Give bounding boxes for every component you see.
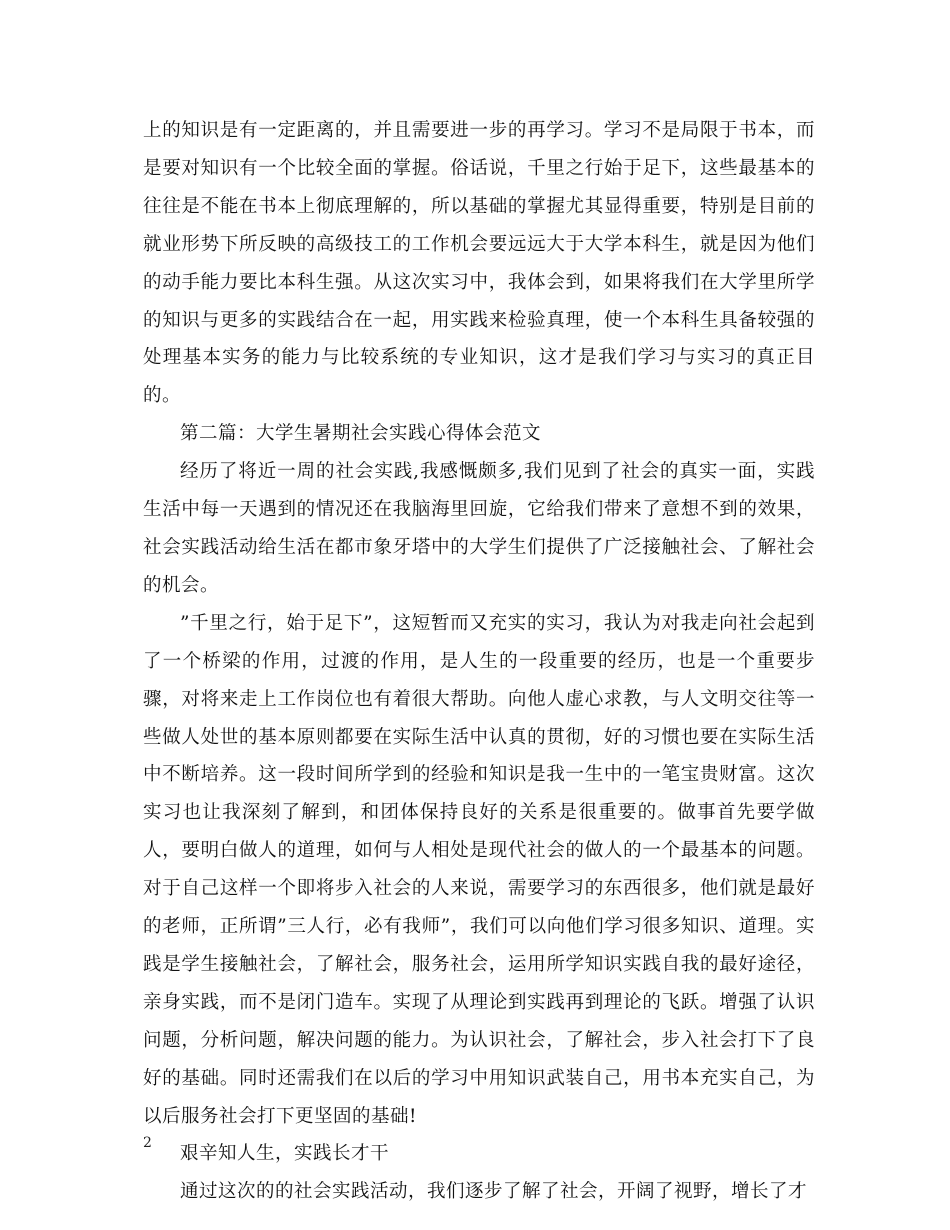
paragraph-2: 经历了将近一周的社会实践,我感慨颇多,我们见到了社会的真实一面，实践生活中每一天遇到的情况还在我脑海里回旋，它给我们带来了意想不到的效果，社会实践活动给生活在都市象牙塔中的大学生们提供了广泛接触社会、了解社会的机会。 [143,461,815,596]
paragraph-1: 上的知识是有一定距离的，并且需要进一步的再学习。学习不是局限于书本，而是要对知识有一个比较全面的掌握。俗话说，千里之行始于足下，这些最基本的往往是不能在书本上彻底理解的，所以基础的掌握尤其显得重要，特别是目前的就业形势下所反映的高级技工的工作机会要远远大于大学本科生，就是因为他们的动手能力要比本科生强。从这次实习中，我体会到，如果将我们在大学里所学的知识与更多的实践结合在一起，用实践来检验真理，使一个本科生具备较强的处理基本实务的能力与比较系统的专业知识，这才是我们学习与实习的真正目的。 [143,120,815,407]
subheading: 艰辛知人生，实践长才干 [180,1143,390,1165]
paragraph-4: 通过这次的的社会实践活动，我们逐步了解了社会，开阔了视野，增长了才 [180,1181,808,1203]
page-number: 2 [143,1135,152,1151]
section-heading-part-two: 第二篇：大学生暑期社会实践心得体会范文 [180,423,542,445]
document-body [143,112,815,1211]
paragraph-3: ”千里之行，始于足下”，这短暂而又充实的实习，我认为对我走向社会起到了一个桥梁的作用，过渡的作用，是人生的一段重要的经历，也是一个重要步骤，对将来走上工作岗位也有着很大帮助。向他人虚心求教，与人文明交往等一些做人处世的基本原则都要在实际生活中认真的贯彻，好的习惯也要在实际生活中不断培养。这一段时间所学到的经验和知识是我一生中的一笔宝贵财富。这次实习也让我深刻了解到，和团体保持良好的关系是很重要的。做事首先要学做人，要明白做人的道理，如何与人相处是现代社会的做人的一个最基本的问题。对于自己这样一个即将步入社会的人来说，需要学习的东西很多，他们就是最好的老师，正所谓”三人行，必有我师”，我们可以向他们学习很多知识、道理。实践是学生接触社会，了解社会，服务社会，运用所学知识实践自我的最好途径，亲身实践，而不是闭门造车。实现了从理论到实践再到理论的飞跃。增强了认识问题，分析问题，解决问题的能力。为认识社会，了解社会，步入社会打下了良好的基础。同时还需我们在以后的学习中用知识武装自己，用书本充实自己，为以后服务社会打下更坚固的基础! [143,612,815,1127]
